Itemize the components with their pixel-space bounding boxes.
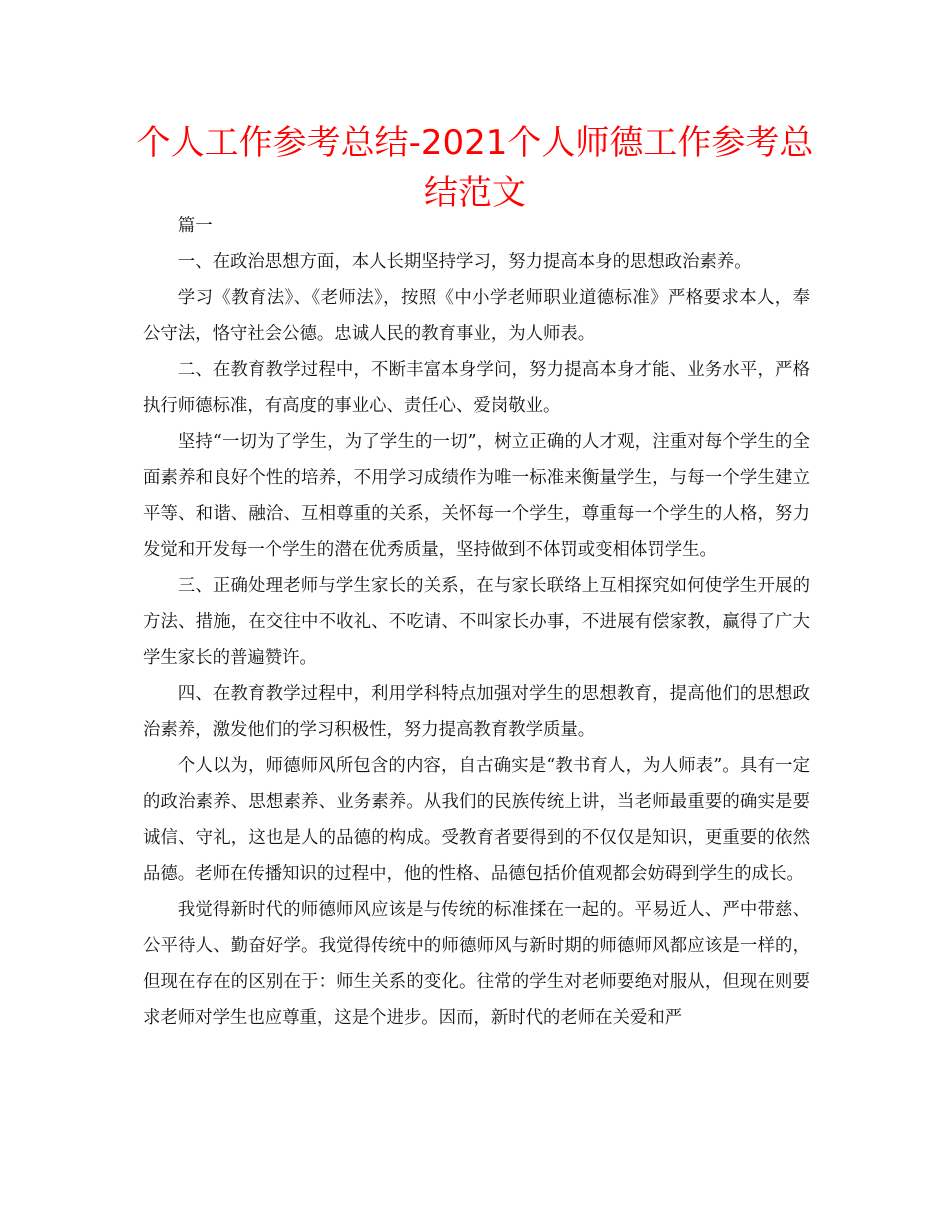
document-title: 个人工作参考总结-2021个人师德工作参考总结范文 [136,123,814,213]
section-label: 篇一 [177,216,213,236]
paragraph: 四、在教育教学过程中，利用学科特点加强对学生的思想教育，提高他们的思想政治素养，激发他们的学习积极性，努力提高教育教学质量。 [143,684,810,740]
paragraph: 二、在教育教学过程中，不断丰富本身学问，努力提高本身才能、业务水平，严格执行师德标准，有高度的事业心、责任心、爱岗敬业。 [143,360,810,416]
paragraph: 三、正确处理老师与学生家长的关系，在与家长联络上互相探究如何使学生开展的方法、措施，在交往中不收礼、不吃请、不叫家长办事，不进展有偿家教，赢得了广大学生家长的普遍赞许。 [143,576,810,668]
paragraph: 一、在政治思想方面，本人长期坚持学习，努力提高本身的思想政治素养。 [177,252,752,272]
document-body [143,208,810,1036]
paragraph: 学习《教育法》、《老师法》，按照《中小学老师职业道德标准》严格要求本人，奉公守法，恪守社会公德。忠诚人民的教育事业，为人师表。 [143,288,810,344]
paragraph: 我觉得新时代的师德师风应该是与传统的标准揉在一起的。平易近人、严中带慈、公平待人、勤奋好学。我觉得传统中的师德师风与新时期的师德师风都应该是一样的，但现在存在的区别在于：师生关系的变化。往常的学生对老师要绝对服从，但现在则要求老师对学生也应尊重，这是个进步。因而，新时代的老师在关爱和严 [143,900,810,1028]
paragraph: 坚持“一切为了学生，为了学生的一切”，树立正确的人才观，注重对每个学生的全面素养和良好个性的培养，不用学习成绩作为唯一标准来衡量学生，与每一个学生建立平等、和谐、融洽、互相尊重的关系，关怀每一个学生，尊重每一个学生的人格，努力发觉和开发每一个学生的潜在优秀质量，坚持做到不体罚或变相体罚学生。 [143,432,810,560]
paragraph: 个人以为，师德师风所包含的内容，自古确实是“教书育人，为人师表”。具有一定的政治素养、思想素养、业务素养。从我们的民族传统上讲，当老师最重要的确实是要诚信、守礼，这也是人的品德的构成。受教育者要得到的不仅仅是知识，更重要的依然品德。老师在传播知识的过程中，他的性格、品德包括价值观都会妨碍到学生的成长。 [143,756,810,884]
